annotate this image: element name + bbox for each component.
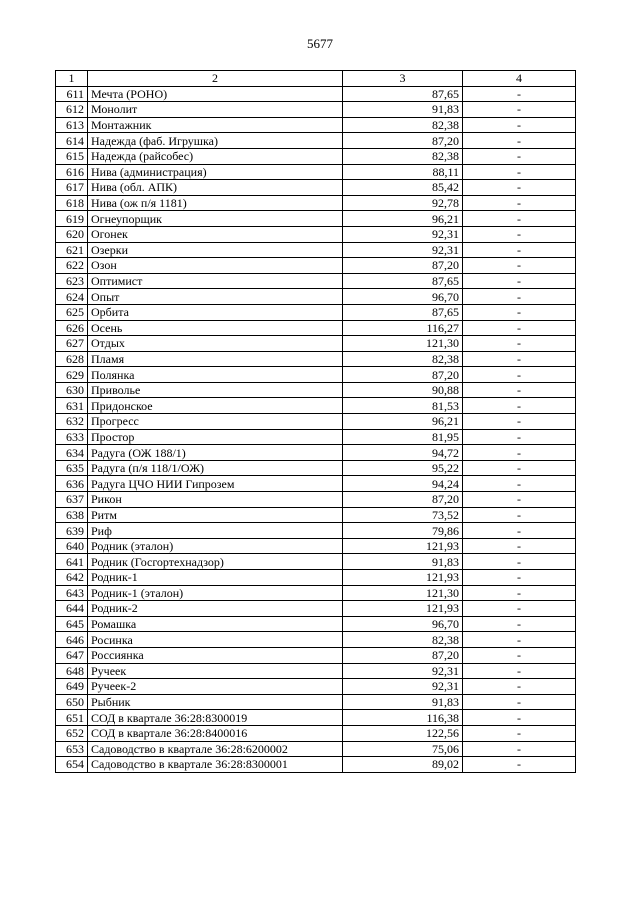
row-number-cell: 633: [56, 429, 88, 445]
row-value-cell: 85,42: [343, 180, 463, 196]
table-row: [56, 102, 576, 118]
table-row: [56, 570, 576, 586]
row-name-cell: Ритм: [88, 507, 343, 523]
row-number-cell: 642: [56, 570, 88, 586]
row-name-cell: Родник-1 (эталон): [88, 585, 343, 601]
row-name-cell: СОД в квартале 36:28:8300019: [88, 710, 343, 726]
row-mark-cell: -: [463, 304, 576, 320]
row-value-cell: 96,70: [343, 289, 463, 305]
row-name-cell: Прогресс: [88, 414, 343, 430]
table-row: [56, 336, 576, 352]
row-name-cell: Садоводство в квартале 36:28:6200002: [88, 741, 343, 757]
row-mark-cell: -: [463, 710, 576, 726]
header-col-1: 1: [56, 71, 88, 87]
row-value-cell: 92,78: [343, 195, 463, 211]
table-row: [56, 460, 576, 476]
row-mark-cell: -: [463, 398, 576, 414]
row-mark-cell: -: [463, 382, 576, 398]
table-row: [56, 195, 576, 211]
row-name-cell: Озерки: [88, 242, 343, 258]
table-row: [56, 523, 576, 539]
row-mark-cell: -: [463, 694, 576, 710]
row-value-cell: 94,72: [343, 445, 463, 461]
row-value-cell: 91,83: [343, 694, 463, 710]
table-row: [56, 445, 576, 461]
row-mark-cell: -: [463, 86, 576, 102]
header-row: [56, 71, 576, 87]
row-number-cell: 643: [56, 585, 88, 601]
row-name-cell: Озон: [88, 258, 343, 274]
row-mark-cell: -: [463, 226, 576, 242]
table-row: [56, 741, 576, 757]
row-value-cell: 89,02: [343, 757, 463, 773]
row-value-cell: 87,65: [343, 304, 463, 320]
row-mark-cell: -: [463, 164, 576, 180]
row-mark-cell: -: [463, 616, 576, 632]
row-value-cell: 82,38: [343, 117, 463, 133]
row-name-cell: Отдых: [88, 336, 343, 352]
table-row: [56, 211, 576, 227]
table-row: [56, 367, 576, 383]
row-value-cell: 95,22: [343, 460, 463, 476]
row-number-cell: 632: [56, 414, 88, 430]
row-value-cell: 87,65: [343, 273, 463, 289]
row-value-cell: 79,86: [343, 523, 463, 539]
row-mark-cell: -: [463, 414, 576, 430]
table-row: [56, 180, 576, 196]
row-name-cell: Полянка: [88, 367, 343, 383]
row-number-cell: 645: [56, 616, 88, 632]
table-row: [56, 616, 576, 632]
row-number-cell: 615: [56, 148, 88, 164]
row-mark-cell: -: [463, 538, 576, 554]
row-name-cell: Оптимист: [88, 273, 343, 289]
row-mark-cell: -: [463, 242, 576, 258]
row-name-cell: Монолит: [88, 102, 343, 118]
table-row: [56, 663, 576, 679]
table-row: [56, 242, 576, 258]
row-name-cell: Надежда (фаб. Игрушка): [88, 133, 343, 149]
row-mark-cell: -: [463, 741, 576, 757]
row-value-cell: 87,20: [343, 258, 463, 274]
table-row: [56, 725, 576, 741]
header-col-2: 2: [88, 71, 343, 87]
row-value-cell: 96,21: [343, 414, 463, 430]
row-number-cell: 650: [56, 694, 88, 710]
row-number-cell: 635: [56, 460, 88, 476]
row-value-cell: 92,31: [343, 679, 463, 695]
table-row: [56, 273, 576, 289]
row-name-cell: Родник (эталон): [88, 538, 343, 554]
row-number-cell: 638: [56, 507, 88, 523]
table-row: [56, 289, 576, 305]
row-value-cell: 87,65: [343, 86, 463, 102]
row-number-cell: 639: [56, 523, 88, 539]
table-row: [56, 398, 576, 414]
row-mark-cell: -: [463, 351, 576, 367]
row-mark-cell: -: [463, 585, 576, 601]
row-mark-cell: -: [463, 195, 576, 211]
table-row: [56, 476, 576, 492]
row-value-cell: 87,20: [343, 367, 463, 383]
row-value-cell: 92,31: [343, 242, 463, 258]
row-name-cell: Огонек: [88, 226, 343, 242]
row-value-cell: 121,93: [343, 570, 463, 586]
row-mark-cell: -: [463, 102, 576, 118]
row-value-cell: 91,83: [343, 554, 463, 570]
table-row: [56, 679, 576, 695]
table-row: [56, 554, 576, 570]
table-row: [56, 351, 576, 367]
table-row: [56, 382, 576, 398]
table-row: [56, 226, 576, 242]
row-number-cell: 636: [56, 476, 88, 492]
row-value-cell: 116,27: [343, 320, 463, 336]
row-value-cell: 94,24: [343, 476, 463, 492]
table-row: [56, 414, 576, 430]
row-mark-cell: -: [463, 460, 576, 476]
row-name-cell: Приволье: [88, 382, 343, 398]
row-value-cell: 92,31: [343, 663, 463, 679]
row-name-cell: Росинка: [88, 632, 343, 648]
row-number-cell: 649: [56, 679, 88, 695]
table-row: [56, 694, 576, 710]
row-number-cell: 648: [56, 663, 88, 679]
row-name-cell: Родник (Госгортехнадзор): [88, 554, 343, 570]
row-mark-cell: -: [463, 647, 576, 663]
row-number-cell: 627: [56, 336, 88, 352]
row-value-cell: 73,52: [343, 507, 463, 523]
row-value-cell: 122,56: [343, 725, 463, 741]
row-number-cell: 651: [56, 710, 88, 726]
row-name-cell: Опыт: [88, 289, 343, 305]
row-mark-cell: -: [463, 725, 576, 741]
row-value-cell: 82,38: [343, 632, 463, 648]
row-number-cell: 611: [56, 86, 88, 102]
row-mark-cell: -: [463, 117, 576, 133]
row-value-cell: 121,30: [343, 585, 463, 601]
row-number-cell: 652: [56, 725, 88, 741]
row-number-cell: 641: [56, 554, 88, 570]
row-number-cell: 617: [56, 180, 88, 196]
row-mark-cell: -: [463, 492, 576, 508]
row-mark-cell: -: [463, 632, 576, 648]
row-value-cell: 92,31: [343, 226, 463, 242]
row-number-cell: 647: [56, 647, 88, 663]
row-mark-cell: -: [463, 258, 576, 274]
row-number-cell: 644: [56, 601, 88, 617]
row-number-cell: 619: [56, 211, 88, 227]
row-mark-cell: -: [463, 507, 576, 523]
row-number-cell: 626: [56, 320, 88, 336]
row-number-cell: 623: [56, 273, 88, 289]
data-table: [55, 70, 576, 773]
row-number-cell: 646: [56, 632, 88, 648]
row-number-cell: 654: [56, 757, 88, 773]
table-row: [56, 117, 576, 133]
row-name-cell: Родник-2: [88, 601, 343, 617]
row-mark-cell: -: [463, 133, 576, 149]
row-name-cell: Огнеупорщик: [88, 211, 343, 227]
row-name-cell: Ручеек: [88, 663, 343, 679]
page-number: 5677: [307, 36, 333, 51]
row-number-cell: 620: [56, 226, 88, 242]
header-col-3: 3: [343, 71, 463, 87]
row-name-cell: Родник-1: [88, 570, 343, 586]
row-value-cell: 87,20: [343, 492, 463, 508]
table-row: [56, 304, 576, 320]
row-mark-cell: -: [463, 476, 576, 492]
row-mark-cell: -: [463, 180, 576, 196]
row-number-cell: 629: [56, 367, 88, 383]
table-row: [56, 710, 576, 726]
table-row: [56, 492, 576, 508]
row-name-cell: Радуга (ОЖ 188/1): [88, 445, 343, 461]
row-mark-cell: -: [463, 211, 576, 227]
row-name-cell: Пламя: [88, 351, 343, 367]
row-name-cell: Радуга (п/я 118/1/ОЖ): [88, 460, 343, 476]
row-mark-cell: -: [463, 148, 576, 164]
row-number-cell: 621: [56, 242, 88, 258]
row-number-cell: 653: [56, 741, 88, 757]
row-value-cell: 116,38: [343, 710, 463, 726]
row-mark-cell: -: [463, 523, 576, 539]
row-mark-cell: -: [463, 336, 576, 352]
table-header: [56, 71, 576, 87]
table-body: [56, 86, 576, 772]
table-row: [56, 507, 576, 523]
row-value-cell: 81,95: [343, 429, 463, 445]
row-name-cell: СОД в квартале 36:28:8400016: [88, 725, 343, 741]
row-number-cell: 624: [56, 289, 88, 305]
row-name-cell: Мечта (РОНО): [88, 86, 343, 102]
row-value-cell: 96,21: [343, 211, 463, 227]
row-mark-cell: -: [463, 273, 576, 289]
row-name-cell: Орбита: [88, 304, 343, 320]
table-row: [56, 647, 576, 663]
row-name-cell: Нива (администрация): [88, 164, 343, 180]
row-name-cell: Риф: [88, 523, 343, 539]
row-name-cell: Ручеек-2: [88, 679, 343, 695]
table-row: [56, 757, 576, 773]
row-value-cell: 82,38: [343, 148, 463, 164]
row-value-cell: 121,93: [343, 601, 463, 617]
row-number-cell: 616: [56, 164, 88, 180]
row-mark-cell: -: [463, 445, 576, 461]
row-value-cell: 121,93: [343, 538, 463, 554]
header-col-4: 4: [463, 71, 576, 87]
row-value-cell: 88,11: [343, 164, 463, 180]
row-name-cell: Нива (ож п/я 1181): [88, 195, 343, 211]
row-name-cell: Радуга ЦЧО НИИ Гипрозем: [88, 476, 343, 492]
row-mark-cell: -: [463, 367, 576, 383]
row-number-cell: 613: [56, 117, 88, 133]
row-mark-cell: -: [463, 757, 576, 773]
table-row: [56, 164, 576, 180]
row-number-cell: 631: [56, 398, 88, 414]
row-number-cell: 622: [56, 258, 88, 274]
row-mark-cell: -: [463, 679, 576, 695]
row-name-cell: Нива (обл. АПК): [88, 180, 343, 196]
row-number-cell: 637: [56, 492, 88, 508]
row-mark-cell: -: [463, 429, 576, 445]
row-value-cell: 82,38: [343, 351, 463, 367]
row-value-cell: 90,88: [343, 382, 463, 398]
row-value-cell: 75,06: [343, 741, 463, 757]
row-name-cell: Садоводство в квартале 36:28:8300001: [88, 757, 343, 773]
row-mark-cell: -: [463, 570, 576, 586]
row-name-cell: Простор: [88, 429, 343, 445]
table-row: [56, 86, 576, 102]
table-row: [56, 601, 576, 617]
row-name-cell: Придонское: [88, 398, 343, 414]
row-name-cell: Осень: [88, 320, 343, 336]
row-value-cell: 87,20: [343, 133, 463, 149]
row-name-cell: Рикон: [88, 492, 343, 508]
row-number-cell: 628: [56, 351, 88, 367]
row-number-cell: 630: [56, 382, 88, 398]
row-mark-cell: -: [463, 289, 576, 305]
row-value-cell: 96,70: [343, 616, 463, 632]
row-name-cell: Россиянка: [88, 647, 343, 663]
row-name-cell: Ромашка: [88, 616, 343, 632]
row-value-cell: 87,20: [343, 647, 463, 663]
row-mark-cell: -: [463, 663, 576, 679]
row-value-cell: 81,53: [343, 398, 463, 414]
row-value-cell: 91,83: [343, 102, 463, 118]
row-mark-cell: -: [463, 320, 576, 336]
table-row: [56, 585, 576, 601]
table-row: [56, 429, 576, 445]
table-row: [56, 258, 576, 274]
table-row: [56, 538, 576, 554]
table-row: [56, 148, 576, 164]
row-name-cell: Монтажник: [88, 117, 343, 133]
row-number-cell: 634: [56, 445, 88, 461]
row-number-cell: 625: [56, 304, 88, 320]
row-mark-cell: -: [463, 554, 576, 570]
table-row: [56, 320, 576, 336]
row-value-cell: 121,30: [343, 336, 463, 352]
row-number-cell: 614: [56, 133, 88, 149]
row-mark-cell: -: [463, 601, 576, 617]
row-number-cell: 618: [56, 195, 88, 211]
row-name-cell: Надежда (райсобес): [88, 148, 343, 164]
table-row: [56, 133, 576, 149]
row-name-cell: Рыбник: [88, 694, 343, 710]
table-row: [56, 632, 576, 648]
row-number-cell: 640: [56, 538, 88, 554]
row-number-cell: 612: [56, 102, 88, 118]
